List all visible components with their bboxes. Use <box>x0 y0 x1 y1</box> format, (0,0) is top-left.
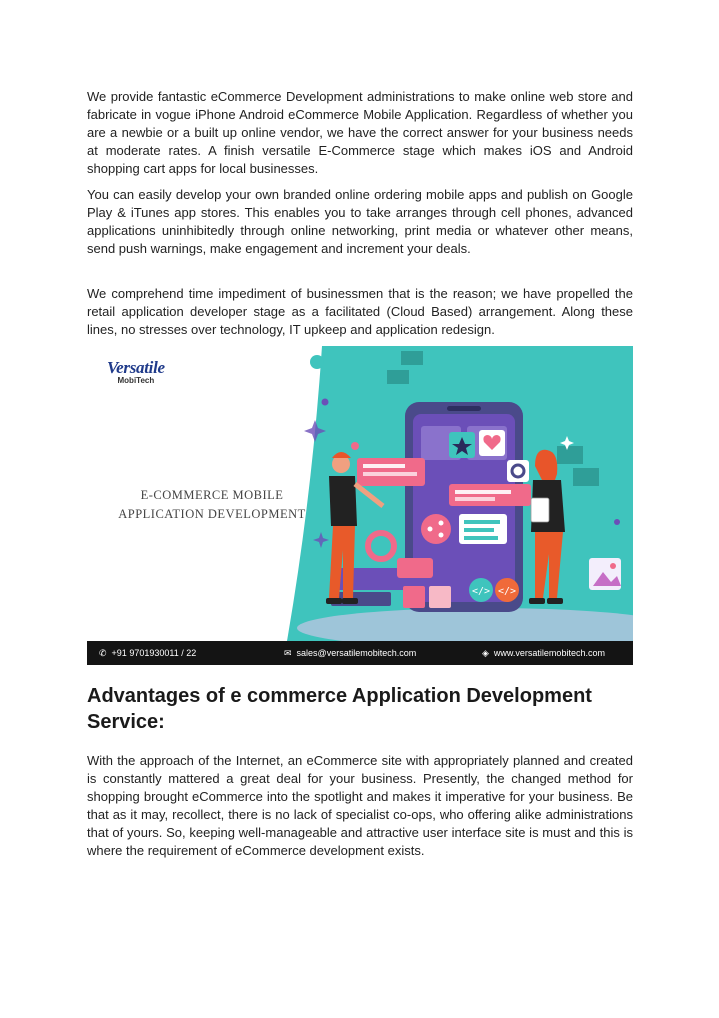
contact-website <box>482 648 605 659</box>
gear-icon <box>507 460 529 482</box>
section-heading: Advantages of e commerce Application Development Service: <box>87 685 592 733</box>
intro-paragraph: We provide fantastic eCommerce Development administrations to make online web store and fabricate in vogue iPhone Android eCommerce Mobile Application. Regardless of whether you are a newbie or a built up online vendor, we have the correct answer for your business needs at moderate rates. A finish versatile E-Commerce stage which makes iOS and Android shopping cart apps for local businesses. <box>87 89 633 176</box>
decor-block <box>401 351 423 365</box>
contact-bar <box>87 641 633 665</box>
globe-icon: ◈ <box>482 647 489 658</box>
screen-banner-card <box>397 558 433 578</box>
decor-block <box>573 468 599 486</box>
logo-main-text: Versatile <box>107 358 165 377</box>
banner-title-line2: APPLICATION DEVELOPMENT <box>118 507 306 521</box>
code-icon-glyph: </> <box>471 586 491 597</box>
decor-dot <box>351 442 359 450</box>
code-icon-glyph: </> <box>497 586 517 597</box>
banner-title-line1: E-COMMERCE MOBILE <box>140 488 284 502</box>
banner-title <box>87 486 337 524</box>
decor-block <box>557 446 583 464</box>
phone-speaker <box>447 406 481 411</box>
shopping-bag-icon <box>403 586 425 608</box>
contact-phone <box>99 648 196 659</box>
logo-sub-text: MobiTech <box>117 376 155 385</box>
phone-icon: ✆ <box>99 647 107 658</box>
ecommerce-banner-image <box>87 346 633 665</box>
ordering-apps-paragraph: You can easily develop your own branded online ordering mobile apps and publish on Google Play & iTunes app stores. This enables you to take arranges through cell phones, advanced applications uninhibitedly through online networking, print media or whatever other means, send push warnings, make engagement and increment your deals. <box>87 187 633 256</box>
website-address: www.versatilemobitech.com <box>493 648 605 658</box>
cloud-paragraph: We comprehend time impediment of businessmen that is the reason; we have propelled the retail application developer stage as a facilitated (Cloud Based) arrangement. Along these lines, no stresses over technology, IT upkeep and application redesign. <box>87 286 633 337</box>
shopping-bag-icon <box>429 586 451 608</box>
email-address: sales@versatilemobitech.com <box>296 648 417 658</box>
share-icon <box>421 514 451 544</box>
decor-dot <box>322 399 329 406</box>
contact-email <box>284 648 416 659</box>
decor-block <box>387 370 409 384</box>
mail-icon: ✉ <box>284 647 292 658</box>
decor-dot <box>310 355 324 369</box>
advantages-paragraph: With the approach of the Internet, an eCommerce site with appropriately planned and created is constantly mattered a great deal for your business. Presently, the changed method for shopping brought eCommerce into the spotlight and makes it imperative for your business. Be that as it may, recollect, there is no lack of specialist co-ops, who offering alike administrations that of yours. So, keeping well-manageable and attractive user interface site is must and this is where the requirement of eCommerce development exists. <box>87 753 633 858</box>
screen-banner-card <box>449 484 531 506</box>
versatile-logo <box>107 358 165 385</box>
clipboard <box>531 498 549 522</box>
phone-number: +91 9701930011 / 22 <box>111 648 197 658</box>
